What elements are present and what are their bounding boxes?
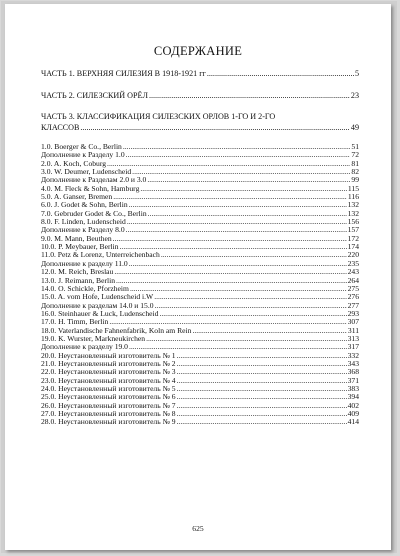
toc-entry-page: 402 [347, 400, 359, 410]
toc-entry-page: 332 [347, 350, 359, 360]
toc-entry-page: 343 [347, 358, 359, 368]
dot-leader [129, 260, 347, 268]
toc-entry-page: 220 [347, 250, 359, 260]
toc-entry-label: 2.0. A. Koch, Coburg [41, 158, 107, 168]
dot-leader [177, 352, 347, 360]
toc-entry-label: 5.0. A. Ganser, Bremen [41, 192, 113, 202]
dot-leader [154, 293, 346, 301]
dot-leader [113, 235, 347, 243]
toc-entry-label: Дополнение к разделу 11.0 [41, 258, 128, 268]
toc-entry-page: 311 [347, 325, 359, 335]
toc-entry-page: 409 [347, 409, 359, 418]
toc-entry-label: 7.0. Gebruder Godet & Co., Berlin [41, 208, 147, 218]
dot-leader [116, 277, 347, 285]
toc-part-page: 49 [350, 123, 359, 132]
toc-entry-label: 17.0. H. Timm, Berlin [41, 317, 109, 327]
toc-entry-label: 20.0. Неустановленный изготовитель № 1 [41, 350, 176, 360]
toc-part-2 [41, 90, 359, 101]
dot-leader [132, 168, 350, 176]
toc-entry-label: 14.0. O. Schickle, Pforzheim [41, 283, 129, 293]
toc-entry-page: 368 [347, 367, 359, 377]
dot-leader [159, 310, 346, 318]
toc-entry-page: 317 [347, 342, 359, 352]
toc-entry-page: 82 [351, 167, 359, 177]
toc-entry-page: 51 [351, 142, 359, 151]
toc-entry-page: 383 [347, 383, 359, 393]
toc-entry-page: 293 [347, 308, 359, 318]
toc-entry-label: 28.0. Неустановленный изготовитель № 9 [41, 417, 176, 427]
toc-entry-label: 10.0. P. Meybauer, Berlin [41, 242, 119, 252]
toc-entry-page: 394 [347, 392, 359, 402]
dot-leader [155, 302, 347, 310]
dot-leader [177, 385, 347, 393]
dot-leader [177, 368, 347, 376]
page-frame [1, 1, 397, 553]
toc-entry-label: 4.0. M. Fleck & Sohn, Hamburg [41, 183, 140, 193]
dot-leader [147, 176, 350, 184]
dot-leader [126, 151, 351, 159]
dot-leader [114, 268, 346, 276]
toc-part-1 [41, 68, 359, 79]
page-title: СОДЕРЖАНИЕ [153, 44, 243, 58]
dot-leader [80, 122, 350, 133]
toc-entry-page: 276 [347, 292, 359, 302]
toc-entry-label: 22.0. Неустановленный изготовитель № 3 [41, 367, 176, 377]
dot-leader [177, 410, 347, 418]
toc-entry-page: 132 [347, 208, 359, 218]
toc-part-label: ЧАСТЬ 1. ВЕРХНЯЯ СИЛЕЗИЯ В 1918-1921 гг [41, 69, 206, 78]
toc-entry-list [41, 143, 359, 427]
toc-entry-label: 23.0. Неустановленный изготовитель № 4 [41, 375, 176, 385]
toc-entry-page: 307 [347, 317, 359, 327]
dot-leader [177, 393, 347, 401]
dot-leader [177, 402, 347, 410]
dot-leader [113, 193, 347, 201]
toc-entry-label: 6.0. J. Godet & Sohn, Berlin [41, 200, 128, 210]
toc-entry-label: 9.0. M. Mann, Beuthen [41, 233, 112, 243]
toc-entry-label: 15.0. A. vom Hofe, Ludenscheid i.W [41, 292, 154, 302]
toc-entry-label: 3.0. W. Deumer, Ludenscheid [41, 167, 132, 177]
toc-entry-label: Дополнение к Разделу 1.0 [41, 150, 125, 160]
dot-leader [149, 90, 350, 101]
toc-entry-page: 235 [347, 258, 359, 268]
dot-leader [192, 327, 346, 335]
toc-entry-label: 18.0. Vaterlandische Fahnenfabrik, Koln am Rein [41, 325, 192, 335]
toc-part-label: ЧАСТЬ 2. СИЛЕЗСКИЙ ОРЁЛ [41, 91, 148, 100]
toc-entry-page: 174 [347, 242, 359, 252]
page-number: 625 [192, 524, 204, 533]
toc-entry-label: 12.0. M. Reich, Breslau [41, 267, 114, 277]
dot-leader [126, 226, 347, 234]
toc-entry [41, 418, 359, 426]
toc-entry-page: 72 [351, 150, 359, 160]
dot-leader [129, 201, 347, 209]
toc-part-label-line1: ЧАСТЬ 3. КЛАССИФИКАЦИЯ СИЛЕЗСКИХ ОРЛОВ 1-ГО И 2-ГО [41, 112, 276, 121]
toc-entry-page: 157 [347, 225, 359, 235]
dot-leader [130, 285, 347, 293]
toc-entry-page: 172 [347, 233, 359, 243]
toc-entry-page: 115 [347, 183, 359, 193]
toc-entry-page: 264 [347, 275, 359, 285]
dot-leader [177, 360, 347, 368]
dot-leader [148, 210, 347, 218]
toc-part-page: 5 [354, 69, 359, 78]
dot-leader [140, 185, 347, 193]
toc-entry-page: 414 [347, 417, 359, 427]
dot-leader [207, 68, 354, 79]
toc-entry-label: Дополнение к Разделам 2.0 и 3.0 [41, 175, 147, 185]
toc-part-label-line2: КЛАССОВ [41, 123, 80, 132]
toc-entry-page: 99 [351, 175, 359, 185]
toc-entry-label: 8.0. F. Linden, Ludenscheid [41, 217, 126, 227]
toc-entry-page: 243 [347, 267, 359, 277]
toc-entry-label: 16.0. Steinhauer & Luck, Ludenscheid [41, 308, 159, 318]
toc-part-3 [41, 111, 359, 133]
toc-entry-label: 27.0. Неустановленный изготовитель № 8 [41, 409, 176, 418]
toc-entry-page: 313 [347, 333, 359, 343]
document-page [5, 4, 391, 550]
toc-entry-page: 156 [347, 217, 359, 227]
toc-entry-page: 277 [347, 300, 359, 310]
toc-entry-label: Дополнение к Разделу 8.0 [41, 225, 125, 235]
toc-entry-label: 11.0. Petz & Lorenz, Unterreichenbach [41, 250, 160, 260]
dot-leader [177, 418, 347, 426]
toc-entry-label: Дополнение к разделу 19.0 [41, 342, 128, 352]
toc-entry-label: 21.0. Неустановленный изготовитель № 2 [41, 358, 176, 368]
toc-entry-label: 26.0. Неустановленный изготовитель № 7 [41, 400, 176, 410]
toc-entry-page: 132 [347, 200, 359, 210]
dot-leader [177, 377, 347, 385]
dot-leader [161, 251, 347, 259]
toc-entry-label: 19.0. K. Wurster, Markneukirchen [41, 333, 146, 343]
dot-leader [146, 335, 347, 343]
toc-entry-page: 275 [347, 283, 359, 293]
dot-leader [107, 160, 350, 168]
toc-entry-page: 116 [347, 192, 359, 202]
toc-entry-label: 1.0. Boerger & Co., Berlin [41, 142, 122, 151]
toc-entry-page: 371 [347, 375, 359, 385]
toc-part-page: 23 [350, 91, 359, 100]
toc-entry-page: 81 [351, 158, 359, 168]
toc-entry-label: Дополнение к разделам 14.0 и 15.0 [41, 300, 154, 310]
toc-entry-label: 24.0. Неустановленный изготовитель № 5 [41, 383, 176, 393]
toc-entry-label: 25.0. Неустановленный изготовитель № 6 [41, 392, 176, 402]
dot-leader [123, 143, 351, 151]
dot-leader [127, 218, 347, 226]
toc-entry-label: 13.0. J. Reimann, Berlin [41, 275, 116, 285]
